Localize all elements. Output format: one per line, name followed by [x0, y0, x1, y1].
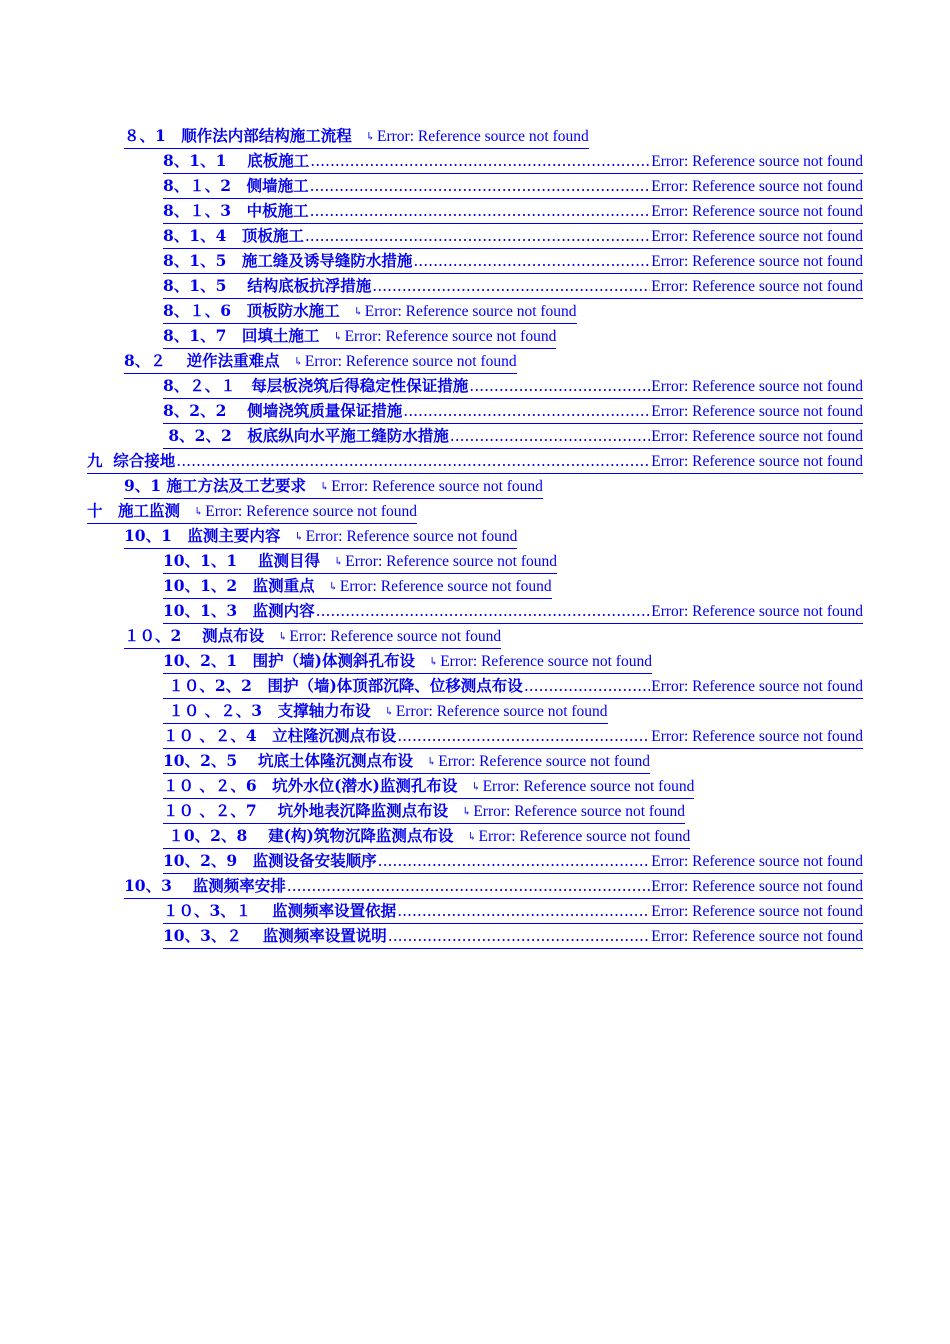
toc-entry-title: １０ 、２、4 立柱隆沉测点布设 [163, 726, 397, 745]
toc-entry-ref: Error: Reference source not found [651, 678, 863, 695]
dot-leader [372, 274, 650, 298]
toc-entry-10-2-1[interactable] [163, 649, 652, 674]
dot-leader [316, 599, 651, 623]
toc-entry-title: 8、1、4 顶板施工 [163, 226, 304, 245]
dot-leader [403, 399, 650, 423]
toc-entry-ref: Error: Reference source not found [651, 853, 863, 870]
toc-entry-title: １０ 、２、7 坑外地表沉降监测点布设 [163, 801, 449, 820]
toc-entry-ref: Error: Reference source not found [651, 228, 863, 245]
toc-entry-10-2-4[interactable] [163, 724, 863, 749]
toc-entry-title: １０、2 测点布设 [124, 626, 265, 645]
dot-leader [310, 149, 650, 173]
toc-entry-8-1-7[interactable] [163, 324, 556, 349]
dot-leader [469, 374, 650, 398]
toc-entry-8-2[interactable] [124, 349, 517, 374]
toc-entry-title: 8、１、6 顶板防水施工 [163, 301, 340, 320]
toc-entry-ref: Error: Reference source not found [651, 203, 863, 220]
toc-entry-10-1-3[interactable] [163, 599, 863, 624]
toc-entry-title: 8、２、１ 每层板浇筑后得稳定性保证措施 [163, 376, 469, 395]
toc-entry-title: １0、2、8 建(构)筑物沉降监测点布设 [163, 826, 454, 845]
toc-entry-ref: ↳ Error: Reference source not found [462, 800, 685, 825]
toc-entry-10-3-2[interactable] [163, 924, 863, 949]
toc-entry-ref: ↳ Error: Reference source not found [427, 750, 650, 775]
toc-entry-ref: Error: Reference source not found [651, 603, 863, 620]
toc-entry-title: 8、２ 逆作法重难点 [124, 351, 280, 370]
toc-entry-title: 8、2、2 侧墙浇筑质量保证措施 [163, 401, 403, 420]
toc-entry-ref: Error: Reference source not found [651, 428, 863, 445]
toc-entry-ref: ↳ Error: Reference source not found [329, 575, 552, 600]
dot-leader [310, 199, 651, 223]
toc-entry-ref: Error: Reference source not found [651, 878, 863, 895]
dot-leader [397, 899, 650, 923]
toc-entry-9-1[interactable] [124, 474, 543, 499]
toc-entry-ref: ↳ Error: Reference source not found [294, 525, 517, 550]
toc-entry-title: 10、1、2 监测重点 [163, 576, 315, 595]
toc-entry-title: 8、1、5 施工缝及诱导缝防水措施 [163, 251, 413, 270]
toc-entry-title: １０ 、２、6 坑外水位(潜水)监测孔布设 [163, 776, 458, 795]
toc-entry-title: 10、3、２ 监测频率设置说明 [163, 926, 387, 945]
toc-entry-10-1-1[interactable] [163, 549, 557, 574]
toc-entry-title: ８、1 顺作法内部结构施工流程 [124, 126, 352, 145]
toc-entry-10-2-3[interactable] [163, 699, 608, 724]
toc-entry-8-2-2b[interactable] [163, 424, 863, 449]
toc-entry-10-2-9[interactable] [163, 849, 863, 874]
toc-entry-10-1-2[interactable] [163, 574, 552, 599]
toc-entry-10-2-8[interactable] [163, 824, 690, 849]
toc-entry-title: 10、1、1 监测目得 [163, 551, 321, 570]
toc-entry-8-2-2a[interactable] [163, 399, 863, 424]
toc-entry-title: 8、１、2 侧墙施工 [163, 176, 309, 195]
toc-entry-title: 8、1、1 底板施工 [163, 151, 310, 170]
toc-entry-8-1-5b[interactable] [163, 274, 863, 299]
toc-entry-ref: ↳ Error: Reference source not found [354, 300, 577, 325]
toc-entry-ref: Error: Reference source not found [651, 178, 863, 195]
toc-entry-title: 10、2、5 坑底土体隆沉测点布设 [163, 751, 414, 770]
toc-entry-ref: Error: Reference source not found [651, 453, 863, 470]
toc-entry-title: 8、1、7 回填土施工 [163, 326, 320, 345]
toc-entry-ref: ↳ Error: Reference source not found [467, 825, 690, 850]
toc-entry-10-3[interactable] [124, 874, 863, 899]
toc-entry-title: 10、2、1 围护（墙)体测斜孔布设 [163, 651, 415, 670]
toc-entry-title: 10、2、9 监测设备安装顺序 [163, 851, 377, 870]
toc-entry-ref: Error: Reference source not found [651, 928, 863, 945]
toc-entry-10-2-5[interactable] [163, 749, 650, 774]
toc-entry-ref: ↳ Error: Reference source not found [333, 325, 556, 350]
dot-leader [305, 224, 650, 248]
toc-entry-title: 8、1、5 结构底板抗浮措施 [163, 276, 372, 295]
toc-entry-title: 8、１、3 中板施工 [163, 201, 309, 220]
toc-entry-ref: Error: Reference source not found [651, 378, 863, 395]
toc-entry-ref: ↳ Error: Reference source not found [334, 550, 557, 575]
toc-entry-title: 9、1 施工方法及工艺要求 [124, 476, 306, 495]
toc-entry-8-1-1[interactable] [163, 149, 863, 174]
toc-entry-10-3-1[interactable] [163, 899, 863, 924]
toc-entry-title: 十 施工监测 [87, 501, 181, 520]
dot-leader [287, 874, 650, 898]
toc-entry-ref: Error: Reference source not found [651, 728, 863, 745]
toc-entry-8-1-5a[interactable] [163, 249, 863, 274]
toc-entry-8-1-3[interactable] [163, 199, 863, 224]
toc-entry-10-2[interactable] [124, 624, 501, 649]
toc-entry-ref: ↳ Error: Reference source not found [278, 625, 501, 650]
dot-leader [176, 449, 650, 473]
toc-entry-title: 九 综合接地 [87, 451, 176, 470]
toc-entry-chapter-9[interactable] [87, 449, 863, 474]
toc-entry-ref: ↳ Error: Reference source not found [471, 775, 694, 800]
toc-entry-10-1[interactable] [124, 524, 517, 549]
toc-entry-title: １０、3、１ 监测频率设置依据 [163, 901, 397, 920]
toc-entry-chapter-10[interactable] [87, 499, 417, 524]
toc-entry-ref: Error: Reference source not found [651, 903, 863, 920]
toc-entry-title: １０、2、2 围护（墙)体顶部沉降、位移测点布设 [163, 676, 523, 695]
toc-entry-ref: Error: Reference source not found [651, 253, 863, 270]
toc-entry-ref: ↳ Error: Reference source not found [385, 700, 608, 725]
toc-entry-10-2-2[interactable] [163, 674, 863, 699]
dot-leader [397, 724, 650, 748]
toc-entry-ref: ↳ Error: Reference source not found [294, 350, 517, 375]
dot-leader [413, 249, 650, 273]
toc-entry-8-1-2[interactable] [163, 174, 863, 199]
dot-leader [310, 174, 651, 198]
dot-leader [450, 424, 650, 448]
toc-entry-8-2-1[interactable] [163, 374, 863, 399]
toc-entry-title: 10、1、3 监测内容 [163, 601, 315, 620]
toc-entry-8-1-4[interactable] [163, 224, 863, 249]
toc-entry-8-1[interactable] [124, 124, 589, 149]
toc-entry-ref: Error: Reference source not found [651, 153, 863, 170]
toc-entry-title: 10、1 监测主要内容 [124, 526, 281, 545]
dot-leader [388, 924, 650, 948]
dot-leader [524, 674, 650, 698]
toc-entry-title: 8、2、2 板底纵向水平施工缝防水措施 [163, 426, 449, 445]
toc-entry-title: 10、3 监测频率安排 [124, 876, 286, 895]
toc-entry-ref: ↳ Error: Reference source not found [429, 650, 652, 675]
toc-entry-10-2-7[interactable] [163, 799, 685, 824]
dot-leader [378, 849, 651, 873]
toc-entry-ref: ↳ Error: Reference source not found [366, 125, 589, 150]
toc-entry-8-1-6[interactable] [163, 299, 577, 324]
toc-entry-ref: Error: Reference source not found [651, 278, 863, 295]
toc-entry-ref: ↳ Error: Reference source not found [194, 500, 417, 525]
toc-entry-ref: Error: Reference source not found [651, 403, 863, 420]
toc-entry-ref: ↳ Error: Reference source not found [320, 475, 543, 500]
toc-entry-10-2-6[interactable] [163, 774, 694, 799]
toc-entry-title: １０ 、２、3 支撑轴力布设 [163, 701, 371, 720]
